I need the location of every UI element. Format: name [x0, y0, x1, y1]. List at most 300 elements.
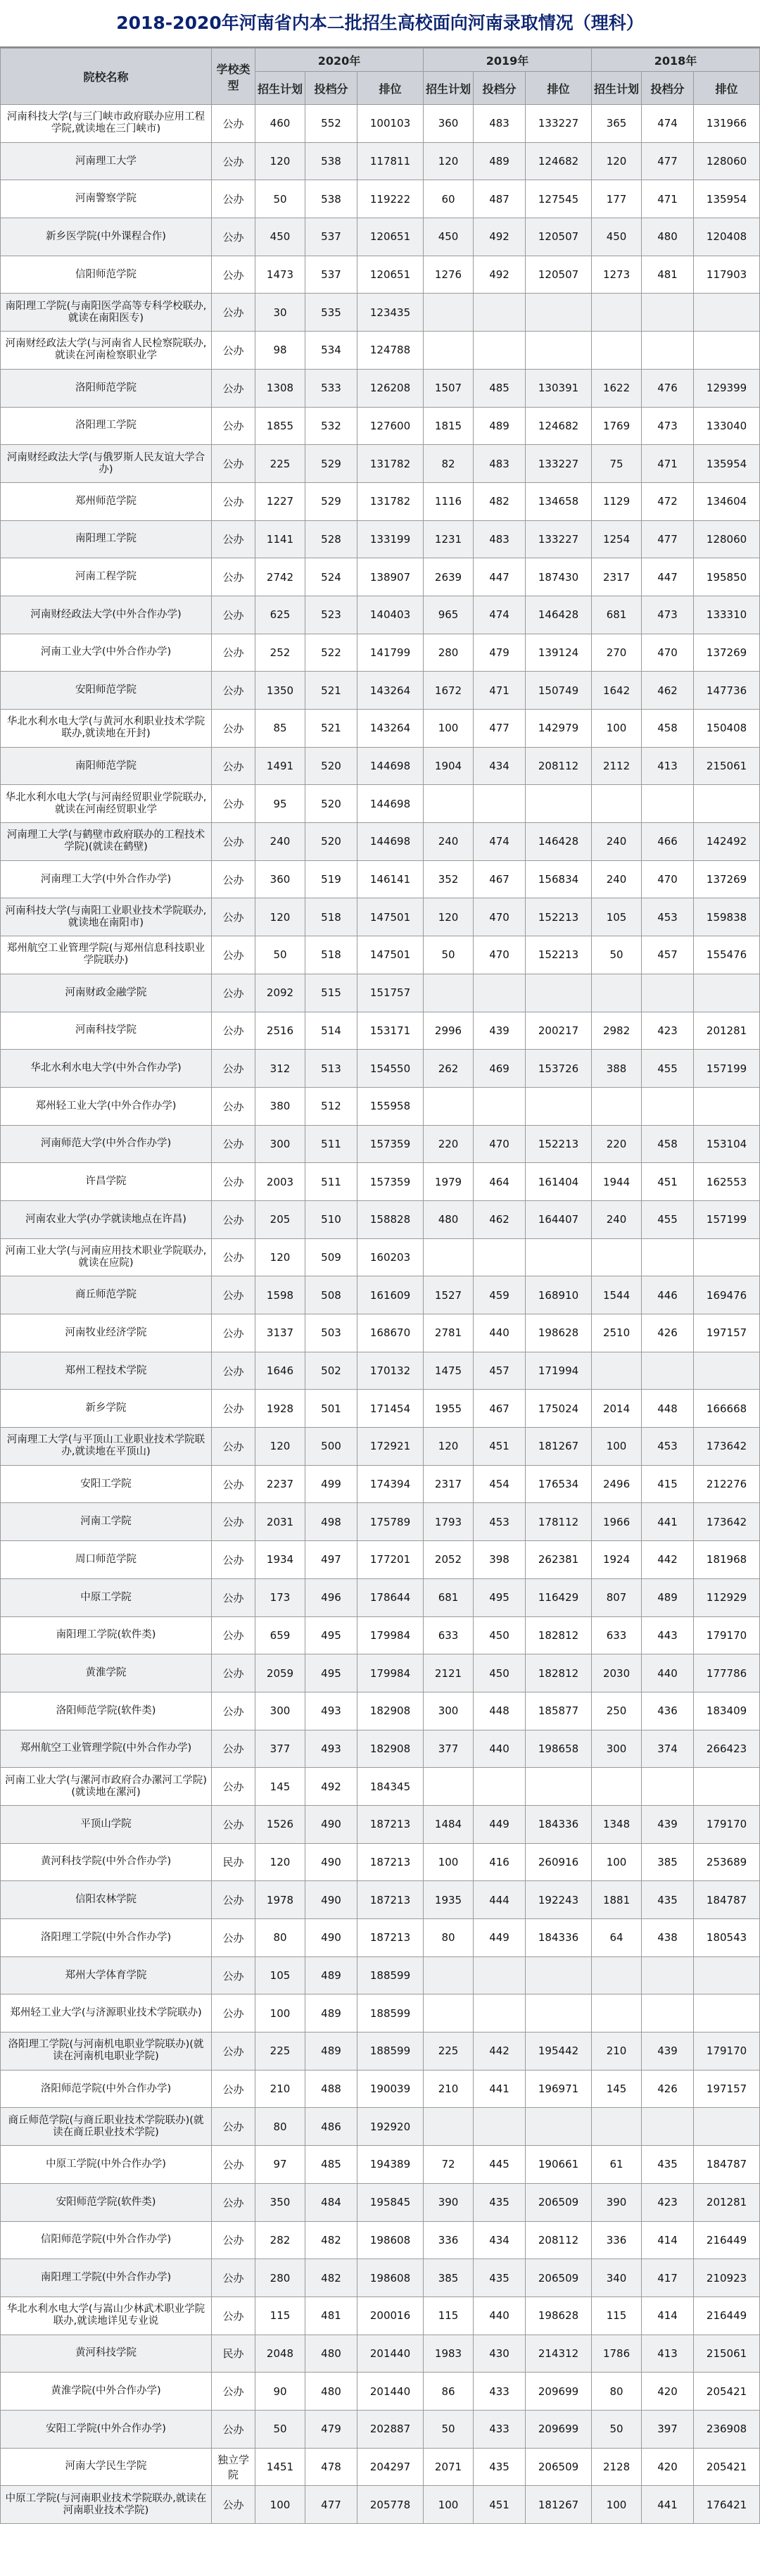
rank-2019-cell	[526, 1768, 592, 1806]
rank-2020-cell: 174394	[357, 1465, 424, 1503]
school-name-cell: 河南大学民生学院	[1, 2448, 212, 2486]
rank-2019-cell: 133227	[526, 520, 592, 558]
score-2020-cell: 524	[305, 558, 357, 596]
school-type-cell: 公办	[212, 2183, 255, 2221]
rank-2019-cell: 146428	[526, 596, 592, 634]
plan-2020-cell: 1451	[255, 2448, 305, 2486]
plan-2018-cell: 1881	[592, 1881, 642, 1919]
rank-2018-cell: 137269	[694, 634, 760, 672]
score-2020-cell: 534	[305, 332, 357, 370]
school-name-cell: 黄淮学院	[1, 1654, 212, 1692]
table-row	[1, 1238, 760, 1276]
plan-2019-cell: 60	[424, 180, 474, 218]
plan-2020-cell: 225	[255, 2032, 305, 2071]
score-2018-cell: 453	[642, 1428, 694, 1466]
plan-2020-cell: 360	[255, 860, 305, 898]
score-2020-cell: 489	[305, 1994, 357, 2032]
score-2018-cell	[642, 1956, 694, 1994]
plan-2020-cell: 1598	[255, 1276, 305, 1314]
score-2020-cell: 533	[305, 369, 357, 407]
table-row	[1, 218, 760, 256]
rank-2019-cell: 116429	[526, 1578, 592, 1616]
table-row	[1, 747, 760, 785]
school-type-cell: 公办	[212, 1314, 255, 1352]
rank-2019-cell	[526, 1087, 592, 1125]
rank-2019-cell: 150749	[526, 672, 592, 710]
school-type-cell: 公办	[212, 256, 255, 294]
score-2019-cell: 416	[474, 1843, 526, 1881]
plan-2020-cell: 1227	[255, 482, 305, 520]
score-2018-cell: 374	[642, 1730, 694, 1768]
rank-2020-cell: 146141	[357, 860, 424, 898]
plan-2020-cell: 1308	[255, 369, 305, 407]
score-2019-cell: 492	[474, 218, 526, 256]
plan-2019-cell	[424, 1087, 474, 1125]
plan-2018-cell: 240	[592, 860, 642, 898]
plan-2019-cell: 115	[424, 2297, 474, 2335]
plan-2018-cell: 365	[592, 105, 642, 143]
score-2020-cell: 490	[305, 1805, 357, 1843]
plan-2020-cell: 120	[255, 1428, 305, 1466]
score-2019-cell: 439	[474, 1012, 526, 1050]
plan-2019-cell: 1231	[424, 520, 474, 558]
school-type-cell: 公办	[212, 672, 255, 710]
rank-2018-cell: 183409	[694, 1692, 760, 1730]
table-row	[1, 1087, 760, 1125]
plan-2020-cell: 312	[255, 1050, 305, 1088]
rank-2020-cell: 133199	[357, 520, 424, 558]
school-name-cell: 南阳师范学院	[1, 747, 212, 785]
score-2018-cell: 471	[642, 180, 694, 218]
score-2020-cell: 499	[305, 1465, 357, 1503]
table-row	[1, 1692, 760, 1730]
plan-2019-cell: 1983	[424, 2335, 474, 2373]
rank-2018-cell: 236908	[694, 2410, 760, 2448]
score-2018-cell: 455	[642, 1050, 694, 1088]
school-name-cell: 中原工学院(中外合作办学)	[1, 2146, 212, 2184]
school-type-cell: 独立学院	[212, 2448, 255, 2486]
table-row	[1, 1768, 760, 1806]
table-row	[1, 1578, 760, 1616]
rank-2020-cell: 126208	[357, 369, 424, 407]
rank-2019-cell: 168910	[526, 1276, 592, 1314]
plan-2019-cell: 72	[424, 2146, 474, 2184]
rank-2020-cell: 187213	[357, 1881, 424, 1919]
rank-2020-cell: 143264	[357, 672, 424, 710]
school-type-cell: 公办	[212, 1200, 255, 1238]
rank-2018-cell: 184787	[694, 1881, 760, 1919]
rank-2019-cell: 198628	[526, 1314, 592, 1352]
rank-2020-cell: 144698	[357, 785, 424, 823]
table-row	[1, 105, 760, 143]
header-school: 院校名称	[1, 49, 212, 105]
school-name-cell: 河南工业大学(与漯河市政府合办漯河工学院)(就读地在漯河)	[1, 1768, 212, 1806]
table-row	[1, 520, 760, 558]
score-2019-cell: 435	[474, 2448, 526, 2486]
school-name-cell: 河南工学院	[1, 1503, 212, 1541]
score-2019-cell: 483	[474, 520, 526, 558]
rank-2020-cell: 151757	[357, 974, 424, 1012]
plan-2018-cell: 390	[592, 2183, 642, 2221]
score-2019-cell: 479	[474, 634, 526, 672]
score-2020-cell: 538	[305, 180, 357, 218]
plan-2018-cell	[592, 1956, 642, 1994]
rank-2020-cell: 123435	[357, 294, 424, 332]
score-2019-cell: 477	[474, 710, 526, 748]
rank-2018-cell	[694, 974, 760, 1012]
rank-2019-cell: 192243	[526, 1881, 592, 1919]
school-name-cell: 河南财经政法大学(与河南省人民检察院联办,就读在河南检察职业学	[1, 332, 212, 370]
rank-2018-cell: 157199	[694, 1200, 760, 1238]
score-2020-cell: 497	[305, 1541, 357, 1579]
score-2020-cell: 489	[305, 1956, 357, 1994]
rank-2018-cell: 166668	[694, 1390, 760, 1428]
rank-2020-cell: 201440	[357, 2373, 424, 2411]
plan-2020-cell: 225	[255, 445, 305, 483]
rank-2020-cell: 143264	[357, 710, 424, 748]
plan-2019-cell: 385	[424, 2259, 474, 2297]
plan-2019-cell: 2071	[424, 2448, 474, 2486]
score-2020-cell: 490	[305, 1919, 357, 1957]
plan-2019-cell	[424, 785, 474, 823]
score-2018-cell	[642, 1994, 694, 2032]
school-name-cell: 中原工学院(与河南职业技术学院联办,就读在河南职业技术学院)	[1, 2486, 212, 2524]
score-2020-cell: 501	[305, 1390, 357, 1428]
school-name-cell: 河南牧业经济学院	[1, 1314, 212, 1352]
rank-2018-cell	[694, 1352, 760, 1390]
rank-2019-cell: 198628	[526, 2297, 592, 2335]
score-2018-cell: 477	[642, 520, 694, 558]
score-2018-cell: 413	[642, 747, 694, 785]
score-2019-cell: 430	[474, 2335, 526, 2373]
plan-2018-cell: 220	[592, 1125, 642, 1163]
rank-2020-cell: 158828	[357, 1200, 424, 1238]
rank-2019-cell	[526, 1994, 592, 2032]
plan-2020-cell: 659	[255, 1616, 305, 1654]
plan-2018-cell: 1273	[592, 256, 642, 294]
plan-2020-cell: 1978	[255, 1881, 305, 1919]
header-year-2019: 2019年	[424, 49, 592, 72]
plan-2020-cell: 50	[255, 2410, 305, 2448]
score-2019-cell: 470	[474, 936, 526, 974]
plan-2020-cell: 300	[255, 1692, 305, 1730]
rank-2020-cell: 157359	[357, 1125, 424, 1163]
score-2019-cell: 440	[474, 1730, 526, 1768]
score-2020-cell: 512	[305, 1087, 357, 1125]
school-name-cell: 华北水利水电大学(与河南经贸职业学院联办,就读在河南经贸职业学	[1, 785, 212, 823]
rank-2018-cell: 181968	[694, 1541, 760, 1579]
rank-2020-cell: 187213	[357, 1919, 424, 1957]
score-2018-cell: 466	[642, 823, 694, 861]
rank-2020-cell: 179984	[357, 1654, 424, 1692]
plan-2019-cell: 50	[424, 2410, 474, 2448]
plan-2019-cell: 120	[424, 898, 474, 936]
plan-2019-cell: 681	[424, 1578, 474, 1616]
score-2019-cell: 440	[474, 2297, 526, 2335]
table-row	[1, 936, 760, 974]
school-type-cell: 公办	[212, 1276, 255, 1314]
plan-2018-cell: 2317	[592, 558, 642, 596]
rank-2018-cell: 128060	[694, 142, 760, 180]
table-row	[1, 1276, 760, 1314]
school-name-cell: 郑州航空工业管理学院(与郑州信息科技职业学院联办)	[1, 936, 212, 974]
table-row	[1, 1012, 760, 1050]
school-name-cell: 河南理工大学(与鹤壁市政府联办的工程技术学院)(就读在鹤壁)	[1, 823, 212, 861]
rank-2018-cell	[694, 2108, 760, 2146]
school-name-cell: 河南工业大学(中外合作办学)	[1, 634, 212, 672]
plan-2019-cell: 210	[424, 2070, 474, 2108]
table-row	[1, 1956, 760, 1994]
plan-2019-cell: 1527	[424, 1276, 474, 1314]
school-name-cell: 郑州轻工业大学(与济源职业技术学院联办)	[1, 1994, 212, 2032]
rank-2018-cell: 205421	[694, 2448, 760, 2486]
rank-2018-cell: 128060	[694, 520, 760, 558]
score-2018-cell: 489	[642, 1578, 694, 1616]
rank-2019-cell: 198658	[526, 1730, 592, 1768]
rank-2018-cell: 195850	[694, 558, 760, 596]
plan-2018-cell: 100	[592, 2486, 642, 2524]
rank-2019-cell: 185877	[526, 1692, 592, 1730]
rank-2020-cell: 100103	[357, 105, 424, 143]
plan-2019-cell	[424, 294, 474, 332]
rank-2019-cell: 196971	[526, 2070, 592, 2108]
score-2020-cell: 532	[305, 407, 357, 445]
plan-2019-cell	[424, 974, 474, 1012]
plan-2018-cell: 2496	[592, 1465, 642, 1503]
score-2018-cell: 470	[642, 860, 694, 898]
plan-2018-cell	[592, 294, 642, 332]
rank-2018-cell: 173642	[694, 1428, 760, 1466]
school-type-cell: 公办	[212, 558, 255, 596]
rank-2019-cell: 127545	[526, 180, 592, 218]
score-2020-cell: 529	[305, 445, 357, 483]
rank-2020-cell: 190039	[357, 2070, 424, 2108]
school-type-cell: 公办	[212, 1994, 255, 2032]
plan-2019-cell: 450	[424, 218, 474, 256]
score-2018-cell: 423	[642, 1012, 694, 1050]
rank-2019-cell: 209699	[526, 2410, 592, 2448]
plan-2019-cell: 390	[424, 2183, 474, 2221]
school-type-cell: 民办	[212, 1843, 255, 1881]
plan-2018-cell: 240	[592, 1200, 642, 1238]
rank-2019-cell: 178112	[526, 1503, 592, 1541]
score-2020-cell: 521	[305, 672, 357, 710]
score-2020-cell: 511	[305, 1163, 357, 1201]
rank-2020-cell: 147501	[357, 936, 424, 974]
plan-2018-cell	[592, 332, 642, 370]
school-name-cell: 安阳工学院(中外合作办学)	[1, 2410, 212, 2448]
rank-2018-cell: 131966	[694, 105, 760, 143]
plan-2020-cell: 1491	[255, 747, 305, 785]
score-2020-cell: 529	[305, 482, 357, 520]
school-name-cell: 郑州工程技术学院	[1, 1352, 212, 1390]
plan-2018-cell: 1769	[592, 407, 642, 445]
score-2018-cell: 451	[642, 1163, 694, 1201]
rank-2019-cell: 181267	[526, 1428, 592, 1466]
school-name-cell: 郑州师范学院	[1, 482, 212, 520]
score-2018-cell	[642, 1352, 694, 1390]
plan-2018-cell: 177	[592, 180, 642, 218]
rank-2020-cell: 144698	[357, 747, 424, 785]
plan-2020-cell: 210	[255, 2070, 305, 2108]
rank-2018-cell: 216449	[694, 2221, 760, 2259]
school-type-cell: 民办	[212, 2335, 255, 2373]
header-rank-2019: 排位	[526, 72, 592, 105]
score-2019-cell: 482	[474, 482, 526, 520]
school-type-cell: 公办	[212, 2486, 255, 2524]
score-2020-cell: 535	[305, 294, 357, 332]
table-row	[1, 1314, 760, 1352]
plan-2019-cell: 86	[424, 2373, 474, 2411]
rank-2020-cell: 124788	[357, 332, 424, 370]
rank-2018-cell: 179170	[694, 2032, 760, 2071]
rank-2020-cell: 198608	[357, 2259, 424, 2297]
school-name-cell: 安阳师范学院	[1, 672, 212, 710]
plan-2018-cell: 61	[592, 2146, 642, 2184]
header-plan-2018: 招生计划	[592, 72, 642, 105]
rank-2020-cell: 160203	[357, 1238, 424, 1276]
school-name-cell: 信阳师范学院	[1, 256, 212, 294]
plan-2020-cell: 2516	[255, 1012, 305, 1050]
table-row	[1, 142, 760, 180]
school-type-cell: 公办	[212, 1805, 255, 1843]
school-name-cell: 洛阳理工学院	[1, 407, 212, 445]
score-2018-cell: 458	[642, 1125, 694, 1163]
school-name-cell: 中原工学院	[1, 1578, 212, 1616]
score-2020-cell: 485	[305, 2146, 357, 2184]
score-2020-cell: 538	[305, 142, 357, 180]
rank-2019-cell: 209699	[526, 2373, 592, 2411]
score-2018-cell: 455	[642, 1200, 694, 1238]
score-2019-cell: 459	[474, 1276, 526, 1314]
plan-2019-cell: 1475	[424, 1352, 474, 1390]
school-name-cell: 河南师范大学(中外合作办学)	[1, 1125, 212, 1163]
plan-2019-cell	[424, 2108, 474, 2146]
plan-2019-cell: 1672	[424, 672, 474, 710]
score-2019-cell: 464	[474, 1163, 526, 1201]
score-2020-cell: 489	[305, 2032, 357, 2071]
school-name-cell: 郑州轻工业大学(中外合作办学)	[1, 1087, 212, 1125]
school-name-cell: 商丘师范学院(与商丘职业技术学院联办)(就读在商丘职业技术学院)	[1, 2108, 212, 2146]
plan-2020-cell: 2031	[255, 1503, 305, 1541]
score-2020-cell: 518	[305, 936, 357, 974]
plan-2019-cell	[424, 1768, 474, 1806]
rank-2018-cell: 112929	[694, 1578, 760, 1616]
rank-2020-cell: 201440	[357, 2335, 424, 2373]
plan-2020-cell: 377	[255, 1730, 305, 1768]
score-2019-cell: 442	[474, 2032, 526, 2071]
rank-2018-cell: 162553	[694, 1163, 760, 1201]
school-type-cell: 公办	[212, 1616, 255, 1654]
table-row	[1, 407, 760, 445]
score-2020-cell: 537	[305, 256, 357, 294]
rank-2020-cell: 192920	[357, 2108, 424, 2146]
rank-2019-cell	[526, 974, 592, 1012]
school-type-cell: 公办	[212, 2297, 255, 2335]
school-name-cell: 新乡学院	[1, 1390, 212, 1428]
score-2018-cell	[642, 1087, 694, 1125]
school-name-cell: 商丘师范学院	[1, 1276, 212, 1314]
rank-2020-cell: 188599	[357, 1956, 424, 1994]
rank-2020-cell: 131782	[357, 445, 424, 483]
score-2020-cell: 537	[305, 218, 357, 256]
score-2020-cell: 523	[305, 596, 357, 634]
rank-2020-cell: 141799	[357, 634, 424, 672]
school-type-cell: 公办	[212, 898, 255, 936]
rank-2018-cell: 135954	[694, 180, 760, 218]
score-2018-cell	[642, 2108, 694, 2146]
plan-2019-cell: 1935	[424, 1881, 474, 1919]
rank-2019-cell: 153726	[526, 1050, 592, 1088]
table-row	[1, 2335, 760, 2373]
score-2020-cell: 500	[305, 1428, 357, 1466]
plan-2018-cell	[592, 785, 642, 823]
plan-2018-cell: 105	[592, 898, 642, 936]
table-row	[1, 482, 760, 520]
plan-2018-cell	[592, 974, 642, 1012]
rank-2019-cell	[526, 332, 592, 370]
rank-2018-cell: 201281	[694, 2183, 760, 2221]
rank-2018-cell: 216449	[694, 2297, 760, 2335]
admission-table	[0, 48, 760, 2524]
plan-2018-cell: 270	[592, 634, 642, 672]
score-2019-cell: 449	[474, 1805, 526, 1843]
table-row	[1, 1352, 760, 1390]
plan-2020-cell: 50	[255, 936, 305, 974]
rank-2019-cell: 214312	[526, 2335, 592, 2373]
plan-2018-cell: 2014	[592, 1390, 642, 1428]
score-2020-cell: 508	[305, 1276, 357, 1314]
rank-2020-cell: 144698	[357, 823, 424, 861]
score-2018-cell: 472	[642, 482, 694, 520]
score-2018-cell: 420	[642, 2448, 694, 2486]
score-2018-cell: 426	[642, 2070, 694, 2108]
rank-2019-cell: 176534	[526, 1465, 592, 1503]
table-row	[1, 180, 760, 218]
score-2019-cell: 487	[474, 180, 526, 218]
rank-2020-cell: 175789	[357, 1503, 424, 1541]
table-row	[1, 2448, 760, 2486]
score-2018-cell: 443	[642, 1616, 694, 1654]
table-row	[1, 2297, 760, 2335]
rank-2019-cell: 260916	[526, 1843, 592, 1881]
score-2018-cell: 439	[642, 2032, 694, 2071]
school-type-cell: 公办	[212, 1390, 255, 1428]
rank-2019-cell: 175024	[526, 1390, 592, 1428]
header-year-2018: 2018年	[592, 49, 760, 72]
score-2018-cell: 417	[642, 2259, 694, 2297]
rank-2020-cell: 187213	[357, 1843, 424, 1881]
plan-2019-cell: 1276	[424, 256, 474, 294]
school-type-cell: 公办	[212, 936, 255, 974]
score-2020-cell: 486	[305, 2108, 357, 2146]
rank-2020-cell: 198608	[357, 2221, 424, 2259]
table-row	[1, 2070, 760, 2108]
school-type-cell: 公办	[212, 1692, 255, 1730]
school-type-cell: 公办	[212, 2410, 255, 2448]
rank-2020-cell: 184345	[357, 1768, 424, 1806]
score-2019-cell: 451	[474, 2486, 526, 2524]
rank-2019-cell: 208112	[526, 747, 592, 785]
plan-2020-cell: 2059	[255, 1654, 305, 1692]
plan-2019-cell: 2781	[424, 1314, 474, 1352]
rank-2018-cell: 173642	[694, 1503, 760, 1541]
school-type-cell: 公办	[212, 1541, 255, 1579]
school-type-cell: 公办	[212, 1654, 255, 1692]
school-type-cell: 公办	[212, 1163, 255, 1201]
school-type-cell: 公办	[212, 2146, 255, 2184]
school-name-cell: 河南工业大学(与河南应用技术职业学院联办,就读在应院)	[1, 1238, 212, 1276]
